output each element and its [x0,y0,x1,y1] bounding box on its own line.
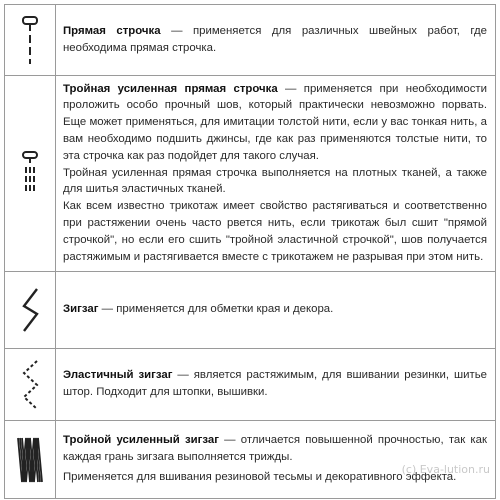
icon-cell [5,76,56,272]
triple-straight-stitch-icon [16,151,44,197]
stitch-title: Зигзаг [63,303,99,316]
paragraph: Как всем известно трикотаж имеет свойство растягиваться и соответственно при растяжении очень часто рвется нить, если трикотаж был сшит "прямой строчкой", но если его сшить "тройной эластичной строчкой", шов получается растяжимым и растягивается вместе с трикотажем не разрывая при этом нить. [63,200,487,263]
straight-stitch-icon [18,15,42,65]
paragraph: Тройная усиленная прямая строчка выполняется на плотных тканей, а также для шитья эластичных тканей. [63,166,487,196]
stitch-title: Эластичный зигзаг [63,369,173,382]
stitch-description [56,349,496,421]
stitch-description [56,5,496,76]
paragraph [63,367,487,401]
stitch-row-straight [5,5,496,76]
icon-cell [5,272,56,349]
icon-cell [5,349,56,421]
watermark: (c) Eva-lution.ru [401,463,490,476]
stitch-row-zigzag [5,272,496,349]
paragraph: Применяется для вшивания резиновой тесьмы и декоративного эффекта. [63,471,457,484]
stitch-description [56,76,496,272]
triple-zigzag-icon [17,434,43,486]
zigzag-icon [18,286,42,334]
elastic-zigzag-icon [18,357,42,413]
stitch-text: — отличается повышенной прочностью, так как каждая грань зигзага выполняется трижды. [63,433,487,463]
stitch-description [56,421,496,499]
stitch-title: Тройная усиленная прямая строчка [63,82,278,95]
stitch-title: Тройной усиленный зигзаг [63,433,219,446]
stitch-row-elastic-zigzag [5,349,496,421]
stitch-row-triple-zigzag [5,421,496,499]
stitch-title: Прямая строчка [63,24,161,37]
stitch-types-table [4,4,496,499]
paragraph [63,432,487,466]
paragraph [63,81,487,165]
stitch-text: — применяется для различных швейных работ, где необходима прямая строчка. [63,24,487,54]
paragraph [63,23,487,57]
stitch-text: — является растяжимым, для вшивании резинки, шитье штор. Подходит для штопки, вышивки. [63,369,487,398]
icon-cell [5,421,56,499]
stitch-description [56,272,496,349]
paragraph [63,301,487,318]
stitch-row-triple-straight [5,76,496,272]
stitch-text: — применяется для обметки края и декора. [98,303,334,316]
stitch-text: — применяется при необходимости проложить особо прочный шов, который практически невозможно порвать. Еще может применяться, для имитации толстой нити, если у вас тонкая нить, а вам необходимо подшить джинсы, где как раз применяются толстые нити, то эта строчка как раз подойдет для такого случая. [63,82,487,162]
icon-cell [5,5,56,76]
